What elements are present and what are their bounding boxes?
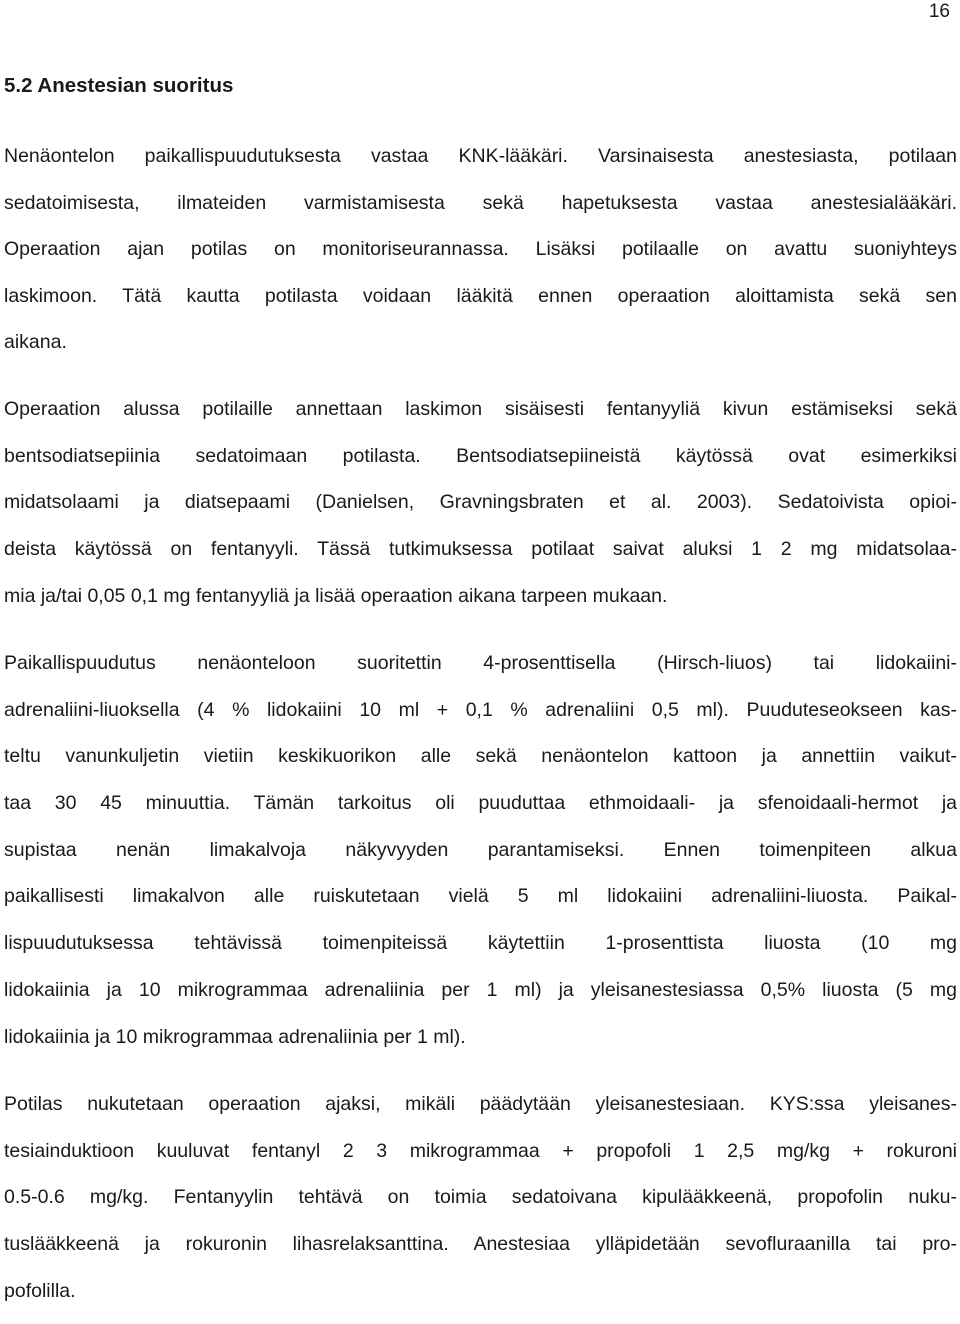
text-line: taa 30 45 minuuttia. Tämän tarkoitus oli puuduttaa ethmoidaali- ja sfenoidaali-hermot ja: [4, 792, 957, 815]
text-line: teltu vanunkuljetin vietiin keskikuorikon alle sekä nenäontelon kattoon ja annettiin vaikut-: [4, 745, 957, 768]
text-line: bentsodiatsepiinia sedatoimaan potilasta. Bentsodiatsepiineistä käytössä ovat esimerkiksi: [4, 444, 957, 467]
text-line: adrenaliini-liuoksella (4 % lidokaiini 10 ml + 0,1 % adrenaliini 0,5 ml). Puuduteseokseen kas-: [4, 698, 957, 721]
text-line: lidokaiinia ja 10 mikrogrammaa adrenaliinia per 1 ml) ja yleisanestesiassa 0,5% liuosta (5 mg: [4, 978, 957, 1001]
text-line: mia ja/tai 0,05 0,1 mg fentanyyliä ja lisää operaation aikana tarpeen mukaan.: [4, 584, 668, 607]
text-line: Operaation ajan potilas on monitoriseurannassa. Lisäksi potilaalle on avattu suoniyhteys: [4, 238, 957, 260]
text-line: deista käytössä on fentanyyli. Tässä tutkimuksessa potilaat saivat aluksi 1 2 mg midatsolaa-: [4, 538, 957, 561]
text-line: 0.5-0.6 mg/kg. Fentanyylin tehtävä on toimia sedatoivana kipulääkkeenä, propofolin nuku-: [4, 1186, 957, 1209]
paragraph-2: [4, 396, 957, 629]
text-line: Potilas nukutetaan operaation ajaksi, mikäli päädytään yleisanestesiaan. KYS:ssa yleisanes-: [4, 1093, 957, 1115]
paragraph-1: [4, 143, 957, 376]
text-line: aikana.: [4, 331, 67, 353]
text-line: paikallisesti limakalvon alle ruiskutetaan vielä 5 ml lidokaiini adrenaliini-liuosta. Paikal-: [4, 885, 957, 908]
text-line: tesiainduktioon kuuluvat fentanyl 2 3 mikrogrammaa + propofoli 1 2,5 mg/kg + rokuroni: [4, 1139, 957, 1162]
text-line: lidokaiinia ja 10 mikrogrammaa adrenaliinia per 1 ml).: [4, 1025, 466, 1048]
text-line: midatsolaami ja diatsepaami (Danielsen, Gravningsbraten et al. 2003). Sedatoivista opioi-: [4, 491, 957, 514]
page-number: 16: [928, 1, 950, 22]
paragraph-3: [4, 650, 957, 1070]
text-line: Nenäontelon paikallispuudutuksesta vastaa KNK-lääkäri. Varsinaisesta anestesiasta, potilaan: [4, 145, 957, 167]
text-line: laskimoon. Tätä kautta potilasta voidaan lääkitä ennen operaation aloittamista sekä sen: [4, 284, 957, 307]
text-line: pofolilla.: [4, 1279, 76, 1302]
text-line: lispuudutuksessa tehtävissä toimenpiteissä käytettiin 1-prosenttista liuosta (10 mg: [4, 932, 957, 955]
text-line: Paikallispuudutus nenäonteloon suoritettin 4-prosenttisella (Hirsch-liuos) tai lidokaiini-: [4, 652, 957, 674]
paragraph-4: [4, 1091, 957, 1324]
text-line: supistaa nenän limakalvoja näkyvyyden parantamiseksi. Ennen toimenpiteen alkua: [4, 838, 957, 861]
text-line: tuslääkkeenä ja rokuronin lihasrelaksanttina. Anestesiaa ylläpidetään sevofluraanilla tai pro-: [4, 1233, 957, 1256]
section-heading: 5.2 Anestesian suoritus: [4, 74, 234, 97]
text-line: sedatoimisesta, ilmateiden varmistamisesta sekä hapetuksesta vastaa anestesialääkäri.: [4, 191, 957, 214]
text-line: Operaation alussa potilaille annettaan laskimon sisäisesti fentanyyliä kivun estämiseksi sekä: [4, 398, 957, 420]
